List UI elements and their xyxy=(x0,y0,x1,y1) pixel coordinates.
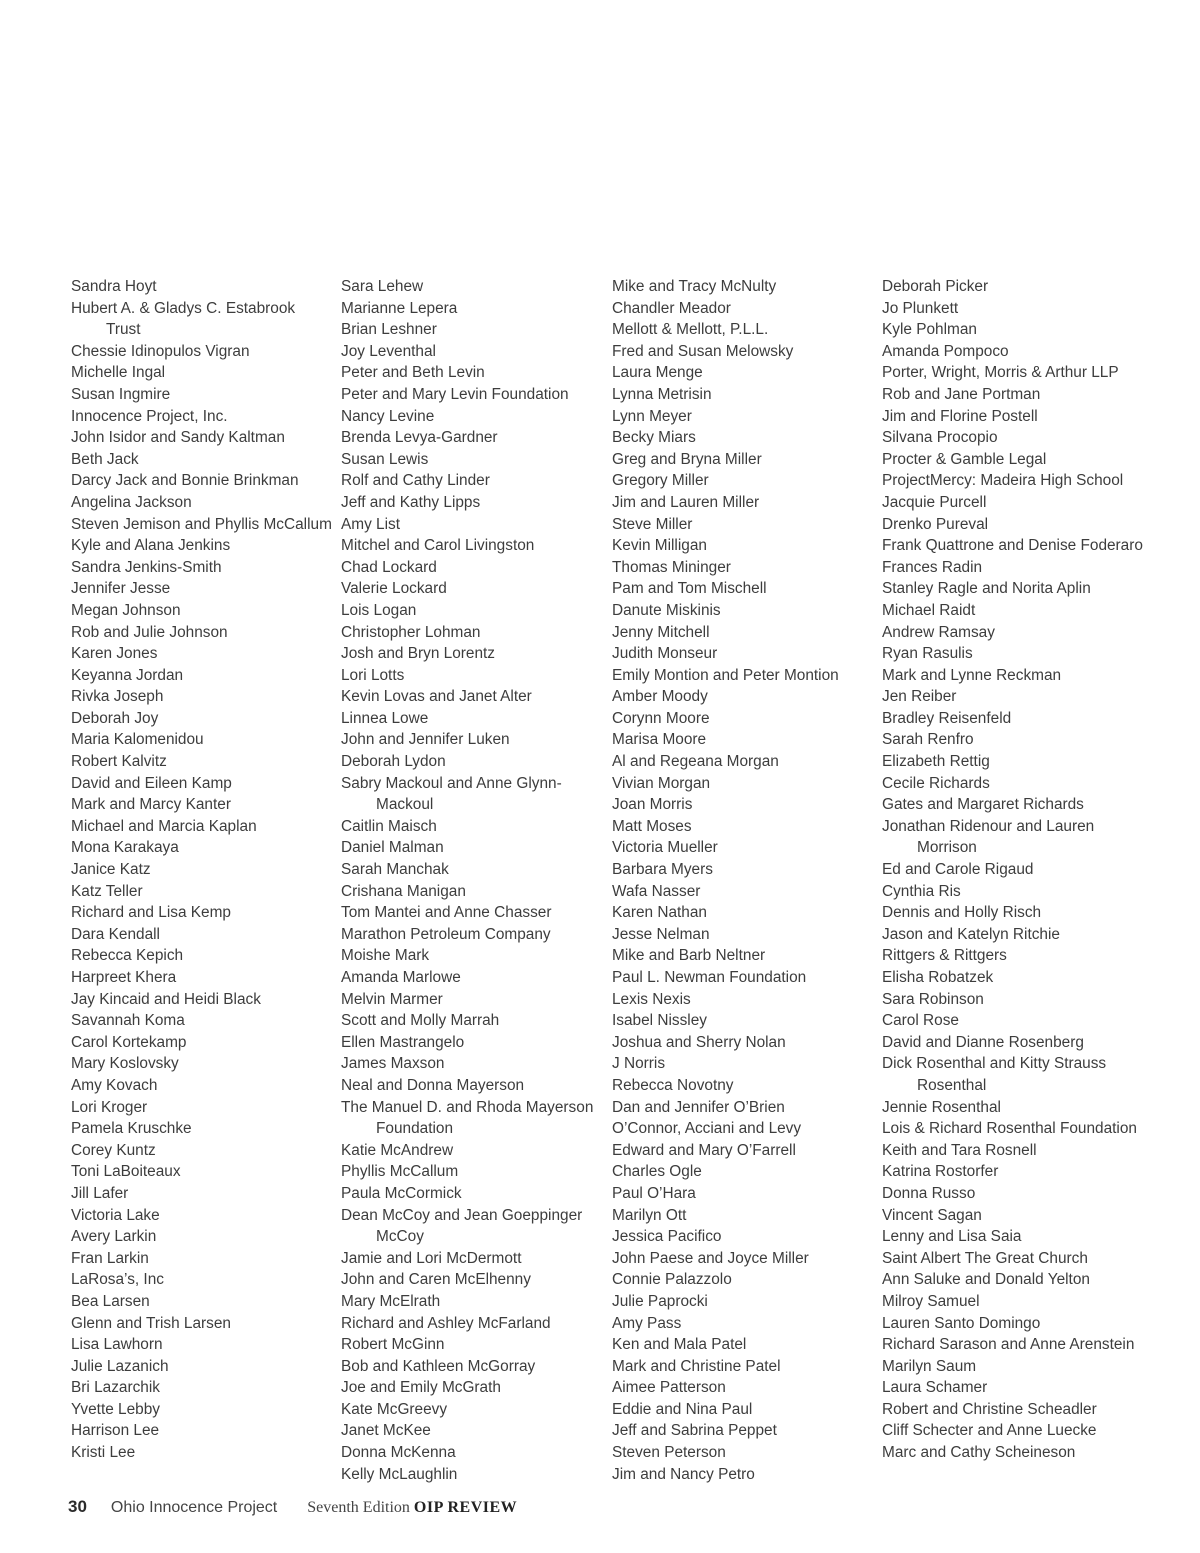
donor-name: Dan and Jennifer O’Brien xyxy=(612,1098,785,1116)
donor-name: Becky Miars xyxy=(612,429,696,447)
donor-name: Caitlin Maisch xyxy=(341,817,437,835)
donor-name: Melvin Marmer xyxy=(341,990,443,1008)
donor-name: Silvana Procopio xyxy=(882,429,998,447)
donor-name: Dennis and Holly Risch xyxy=(882,904,1042,922)
donor-name: Jo Plunkett xyxy=(882,299,959,317)
donor-name: Pamela Kruschke xyxy=(71,1120,192,1138)
donor-name: Lisa Lawhorn xyxy=(71,1336,163,1354)
donor-name: Carol Kortekamp xyxy=(71,1033,187,1051)
donor-name: John and Caren McElhenny xyxy=(341,1271,531,1289)
donor-name: Neal and Donna Mayerson xyxy=(341,1076,525,1094)
donor-name: Richard and Lisa Kemp xyxy=(71,904,231,922)
donor-name: Sandra Hoyt xyxy=(71,278,157,295)
donor-name: John and Jennifer Luken xyxy=(341,731,510,749)
donor-name: Mark and Christine Patel xyxy=(612,1357,781,1375)
donor-name: Pam and Tom Mischell xyxy=(612,580,767,598)
donor-name: Andrew Ramsay xyxy=(882,623,995,641)
donor-name: Vivian Morgan xyxy=(612,774,711,792)
donor-name: Amanda Pompoco xyxy=(882,342,1009,360)
donor-name: Marisa Moore xyxy=(612,731,707,749)
donor-name: Lori Lotts xyxy=(341,666,405,684)
donor-name: The Manuel D. and Rhoda Mayerson Foundation xyxy=(341,1098,594,1138)
donor-name: Chad Lockard xyxy=(341,558,437,576)
donor-name: Cliff Schecter and Anne Luecke xyxy=(882,1422,1097,1440)
donor-name: Joan Morris xyxy=(612,796,693,814)
donor-name: Kristi Lee xyxy=(71,1444,136,1462)
donor-name: Fred and Susan Melowsky xyxy=(612,342,794,360)
donor-name: Corey Kuntz xyxy=(71,1141,156,1159)
donor-name: Dara Kendall xyxy=(71,925,160,943)
donor-name: Mellott & Mellott, P.L.L. xyxy=(612,321,769,339)
donor-name: Angelina Jackson xyxy=(71,493,192,511)
donor-name: Jim and Florine Postell xyxy=(882,407,1038,425)
donor-name: Nancy Levine xyxy=(341,407,435,425)
donor-name: Victoria Lake xyxy=(71,1206,160,1224)
donor-name: Keith and Tara Rosnell xyxy=(882,1141,1037,1159)
donor-name: Harpreet Khera xyxy=(71,969,177,986)
donor-name: Frances Radin xyxy=(882,558,983,576)
donor-name: Kevin Lovas and Janet Alter xyxy=(341,688,532,706)
donor-name: Robert Kalvitz xyxy=(71,753,167,771)
donor-name: ProjectMercy: Madeira High School xyxy=(882,472,1124,490)
donor-name: Joe and Emily McGrath xyxy=(341,1379,501,1397)
donor-name: Jamie and Lori McDermott xyxy=(341,1249,522,1267)
donor-name: Bradley Reisenfeld xyxy=(882,709,1012,727)
donor-name: Matt Moses xyxy=(612,817,692,835)
donor-column-3 xyxy=(612,276,874,1485)
donor-name: Judith Monseur xyxy=(612,645,718,663)
donor-name: Yvette Lebby xyxy=(71,1400,160,1418)
donor-name: Marianne Lepera xyxy=(341,299,458,317)
donor-name: Jessica Pacifico xyxy=(612,1228,722,1246)
donor-name: Glenn and Trish Larsen xyxy=(71,1314,231,1332)
donor-name: Victoria Mueller xyxy=(612,839,718,857)
donor-name: Jay Kincaid and Heidi Black xyxy=(71,990,261,1008)
donor-name: Stanley Ragle and Norita Aplin xyxy=(882,580,1091,598)
donor-name: Elizabeth Rettig xyxy=(882,753,990,771)
donor-name: Peter and Beth Levin xyxy=(341,364,485,382)
donor-name: Donna McKenna xyxy=(341,1444,456,1462)
donor-name: Julie Lazanich xyxy=(71,1357,169,1375)
donor-name: Thomas Mininger xyxy=(612,558,731,576)
donor-name: Mary Koslovsky xyxy=(71,1055,179,1073)
donor-name: Michelle Ingal xyxy=(71,364,166,382)
donor-name: Robert and Christine Scheadler xyxy=(882,1400,1097,1418)
donor-name: Lexis Nexis xyxy=(612,990,691,1008)
donor-name: Mark and Marcy Kanter xyxy=(71,796,231,814)
donor-name: Bri Lazarchik xyxy=(71,1379,160,1397)
donor-name: Janet McKee xyxy=(341,1422,431,1440)
donor-name: Steve Miller xyxy=(612,515,693,533)
donor-name: Jill Lafer xyxy=(71,1184,129,1202)
donor-name: Karen Jones xyxy=(71,645,158,663)
donor-name: Corynn Moore xyxy=(612,709,710,727)
donor-name: Mark and Lynne Reckman xyxy=(882,666,1062,684)
donor-name: Amy List xyxy=(341,515,401,533)
donor-name: Amy Pass xyxy=(612,1314,682,1332)
donor-name: John Isidor and Sandy Kaltman xyxy=(71,429,285,447)
donor-name: Bea Larsen xyxy=(71,1292,150,1310)
donor-name: Gregory Miller xyxy=(612,472,709,490)
donor-name: Milroy Samuel xyxy=(882,1292,980,1310)
donor-name: Rolf and Cathy Linder xyxy=(341,472,490,490)
donor-name: Procter & Gamble Legal xyxy=(882,450,1047,468)
donor-name: Susan Lewis xyxy=(341,450,429,468)
donor-name: Emily Montion and Peter Montion xyxy=(612,666,839,684)
donor-name: James Maxson xyxy=(341,1055,445,1073)
donor-name: Jennie Rosenthal xyxy=(882,1098,1001,1116)
donor-name: Marilyn Saum xyxy=(882,1357,977,1375)
donor-name: Dean McCoy and Jean Goeppinger McCoy xyxy=(341,1206,583,1246)
donor-name: Jason and Katelyn Ritchie xyxy=(882,925,1060,943)
donor-name: Julie Paprocki xyxy=(612,1292,708,1310)
donor-name: Christopher Lohman xyxy=(341,623,481,641)
donor-name: Lois Logan xyxy=(341,601,417,619)
donor-name: Sara Lehew xyxy=(341,278,424,295)
donor-name: Ed and Carole Rigaud xyxy=(882,861,1034,879)
donor-name: Fran Larkin xyxy=(71,1249,149,1267)
donor-name: Deborah Picker xyxy=(882,278,989,295)
donor-name: Greg and Bryna Miller xyxy=(612,450,762,468)
donor-column-4 xyxy=(882,276,1144,1464)
donor-name: Maria Kalomenidou xyxy=(71,731,204,749)
donor-name: Deborah Lydon xyxy=(341,753,446,771)
donor-name: Jim and Nancy Petro xyxy=(612,1465,755,1483)
donor-name: Katie McAndrew xyxy=(341,1141,454,1159)
donor-name: Michael Raidt xyxy=(882,601,976,619)
donor-name: Beth Jack xyxy=(71,450,139,468)
donor-name: Moishe Mark xyxy=(341,947,430,965)
donor-name: Rebecca Kepich xyxy=(71,947,184,965)
donor-name: Vincent Sagan xyxy=(882,1206,982,1224)
donor-name: Paul O’Hara xyxy=(612,1184,696,1202)
donor-name: Kate McGreevy xyxy=(341,1400,448,1418)
donor-name: Elisha Robatzek xyxy=(882,969,994,986)
donor-name: Rivka Joseph xyxy=(71,688,164,706)
donor-name: Steven Jemison and Phyllis McCallum xyxy=(71,515,332,533)
donor-name: Daniel Malman xyxy=(341,839,444,857)
donor-name: Laura Schamer xyxy=(882,1379,988,1397)
donor-name: Darcy Jack and Bonnie Brinkman xyxy=(71,472,299,490)
donor-name: Aimee Patterson xyxy=(612,1379,726,1397)
donor-name: Keyanna Jordan xyxy=(71,666,184,684)
donor-name: Toni LaBoiteaux xyxy=(71,1163,181,1181)
donor-name: Sabry Mackoul and Anne Glynn-Mackoul xyxy=(341,774,562,814)
donor-name: Sandra Jenkins-Smith xyxy=(71,558,222,576)
donor-name: Charles Ogle xyxy=(612,1163,702,1181)
donor-name: Laura Menge xyxy=(612,364,703,382)
donor-name: O’Connor, Acciani and Levy xyxy=(612,1120,802,1138)
donor-name: Peter and Mary Levin Foundation xyxy=(341,385,569,403)
donor-name: Paul L. Newman Foundation xyxy=(612,969,807,986)
donor-name: Valerie Lockard xyxy=(341,580,447,598)
donor-name: Barbara Myers xyxy=(612,861,713,879)
donor-name: Lynna Metrisin xyxy=(612,385,712,403)
donor-name: Brenda Levya-Gardner xyxy=(341,429,498,447)
donor-name: Katz Teller xyxy=(71,882,143,900)
donor-name: Kyle and Alana Jenkins xyxy=(71,537,231,555)
edition-label: Seventh Edition xyxy=(307,1499,410,1516)
donor-name: Chandler Meador xyxy=(612,299,731,317)
donor-name: Steven Peterson xyxy=(612,1444,726,1462)
donor-name: Crishana Manigan xyxy=(341,882,466,900)
donor-name: Gates and Margaret Richards xyxy=(882,796,1084,814)
donor-name: Jeff and Sabrina Peppet xyxy=(612,1422,777,1440)
donor-name: Sara Robinson xyxy=(882,990,984,1008)
donor-name: Lauren Santo Domingo xyxy=(882,1314,1041,1332)
donor-name: Jonathan Ridenour and Lauren Morrison xyxy=(882,817,1095,857)
donor-name: Harrison Lee xyxy=(71,1422,160,1440)
donor-name: Avery Larkin xyxy=(71,1228,157,1246)
donor-name: Scott and Molly Marrah xyxy=(341,1012,500,1030)
donor-name: Al and Regeana Morgan xyxy=(612,753,779,771)
donor-name: Ann Saluke and Donald Yelton xyxy=(882,1271,1090,1289)
donor-name: Lori Kroger xyxy=(71,1098,148,1116)
donor-name: Susan Ingmire xyxy=(71,385,171,403)
donor-name: Josh and Bryn Lorentz xyxy=(341,645,495,663)
publication-title: OIP REVIEW xyxy=(413,1499,518,1516)
donor-name: Ken and Mala Patel xyxy=(612,1336,747,1354)
donor-name: Jim and Lauren Miller xyxy=(612,493,760,511)
donor-name: Katrina Rostorfer xyxy=(882,1163,999,1181)
donor-name: Rob and Jane Portman xyxy=(882,385,1041,403)
donor-name: Wafa Nasser xyxy=(612,882,701,900)
donor-column-2 xyxy=(341,276,603,1485)
donor-name: Lynn Meyer xyxy=(612,407,692,425)
donor-name: Michael and Marcia Kaplan xyxy=(71,817,257,835)
donor-name: Mike and Tracy McNulty xyxy=(612,278,777,295)
donor-name: Tom Mantei and Anne Chasser xyxy=(341,904,552,922)
donor-name: Robert McGinn xyxy=(341,1336,445,1354)
donor-name: Ryan Rasulis xyxy=(882,645,973,663)
donor-name: Amy Kovach xyxy=(71,1076,158,1094)
donor-name: Kyle Pohlman xyxy=(882,321,977,339)
donor-name: Jenny Mitchell xyxy=(612,623,710,641)
donor-name: Frank Quattrone and Denise Foderaro xyxy=(882,537,1143,555)
donor-name: Richard Sarason and Anne Arenstein xyxy=(882,1336,1135,1354)
donor-name: Danute Miskinis xyxy=(612,601,721,619)
donor-name: Sarah Renfro xyxy=(882,731,974,749)
page-number: 30 xyxy=(68,1497,87,1516)
donor-name: Lenny and Lisa Saia xyxy=(882,1228,1022,1246)
donor-name: Cynthia Ris xyxy=(882,882,961,900)
donor-column-1 xyxy=(71,276,333,1464)
donor-name: Connie Palazzolo xyxy=(612,1271,732,1289)
donor-name: Bob and Kathleen McGorray xyxy=(341,1357,536,1375)
donor-name: Joshua and Sherry Nolan xyxy=(612,1033,786,1051)
donor-name: Linnea Lowe xyxy=(341,709,429,727)
donor-name: Karen Nathan xyxy=(612,904,707,922)
donor-name: David and Eileen Kamp xyxy=(71,774,232,792)
donor-name: Jacquie Purcell xyxy=(882,493,987,511)
donor-name: Saint Albert The Great Church xyxy=(882,1249,1088,1267)
donor-name: Amanda Marlowe xyxy=(341,969,461,986)
donor-name: Cecile Richards xyxy=(882,774,990,792)
donor-name: Savannah Koma xyxy=(71,1012,185,1030)
donor-name: Jesse Nelman xyxy=(612,925,710,943)
donor-name: John Paese and Joyce Miller xyxy=(612,1249,809,1267)
donor-name: Kelly McLaughlin xyxy=(341,1465,458,1483)
donor-name: Kevin Milligan xyxy=(612,537,707,555)
donor-name: Paula McCormick xyxy=(341,1184,462,1202)
donor-name: Porter, Wright, Morris & Arthur LLP xyxy=(882,364,1119,382)
donor-name: Lois & Richard Rosenthal Foundation xyxy=(882,1120,1137,1138)
donor-name: Mary McElrath xyxy=(341,1292,441,1310)
donor-name: David and Dianne Rosenberg xyxy=(882,1033,1084,1051)
donor-name: Joy Leventhal xyxy=(341,342,436,360)
donor-name: J Norris xyxy=(612,1055,666,1073)
donor-name: Mitchel and Carol Livingston xyxy=(341,537,535,555)
donor-name: Deborah Joy xyxy=(71,709,159,727)
donor-name: Brian Leshner xyxy=(341,321,437,339)
donor-name: Amber Moody xyxy=(612,688,708,706)
donor-name: Dick Rosenthal and Kitty Strauss Rosenthal xyxy=(882,1055,1107,1094)
donor-name: Jennifer Jesse xyxy=(71,580,171,598)
donor-name: Rob and Julie Johnson xyxy=(71,623,228,641)
donor-name: Carol Rose xyxy=(882,1012,959,1030)
donor-name: Rittgers & Rittgers xyxy=(882,947,1007,965)
donor-name: Eddie and Nina Paul xyxy=(612,1400,753,1418)
donor-name: Janice Katz xyxy=(71,861,151,879)
donor-name: Sarah Manchak xyxy=(341,861,449,879)
donor-name: Edward and Mary O’Farrell xyxy=(612,1141,796,1159)
donor-name: Ellen Mastrangelo xyxy=(341,1033,465,1051)
donor-name: Marilyn Ott xyxy=(612,1206,687,1224)
donor-name: Chessie Idinopulos Vigran xyxy=(71,342,250,360)
donor-name: Mona Karakaya xyxy=(71,839,179,857)
donor-name: Donna Russo xyxy=(882,1184,976,1202)
donor-name: Isabel Nissley xyxy=(612,1012,707,1030)
donor-name: Rebecca Novotny xyxy=(612,1076,734,1094)
donor-name: Mike and Barb Neltner xyxy=(612,947,766,965)
page-footer xyxy=(68,1497,517,1525)
donor-name: Megan Johnson xyxy=(71,601,181,619)
donor-name: Marc and Cathy Scheineson xyxy=(882,1444,1076,1462)
donor-name: Phyllis McCallum xyxy=(341,1163,459,1181)
donor-name: Innocence Project, Inc. xyxy=(71,407,228,425)
donor-name: LaRosa’s, Inc xyxy=(71,1271,164,1289)
donor-name: Hubert A. & Gladys C. Estabrook Trust xyxy=(71,299,296,339)
donor-name: Drenko Pureval xyxy=(882,515,989,533)
organization-name: Ohio Innocence Project xyxy=(110,1499,278,1516)
donor-name: Richard and Ashley McFarland xyxy=(341,1314,551,1332)
donor-name: Jeff and Kathy Lipps xyxy=(341,493,481,511)
donor-name: Jen Reiber xyxy=(882,688,957,706)
donor-name: Marathon Petroleum Company xyxy=(341,925,551,943)
